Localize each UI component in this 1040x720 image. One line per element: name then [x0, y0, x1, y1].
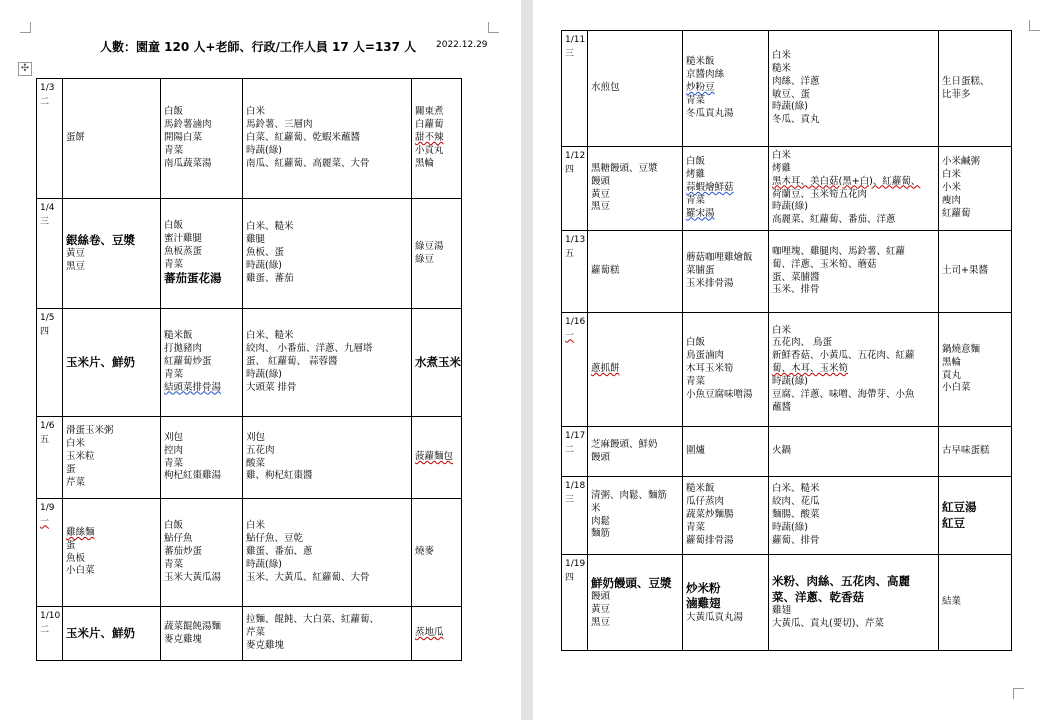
menu-item: 蛋、 紅蘿蔔、 蒜蓉醬 — [246, 356, 338, 368]
menu-cell-morning — [588, 427, 683, 477]
table-move-handle-icon[interactable]: ✣ — [18, 62, 32, 76]
menu-table-page-2 — [561, 30, 1012, 651]
menu-item: 蔥抓餅 — [591, 363, 620, 375]
menu-item: 黑豆 — [591, 201, 611, 213]
menu-item: 蔔、洋蔥、玉米筍、蘑菇 — [772, 258, 877, 270]
menu-item: 時蔬(綠) — [246, 144, 282, 156]
menu-item: 小白菜 — [66, 565, 95, 577]
menu-cell-morning — [588, 555, 683, 651]
menu-item: 瘦肉 — [942, 194, 962, 206]
menu-cell-day — [562, 147, 588, 231]
menu-item: 綠豆湯 — [415, 240, 444, 252]
menu-item: 鍋燒意麵 — [942, 343, 981, 355]
page-gap — [521, 0, 533, 720]
menu-day-row — [37, 417, 462, 499]
day-weekday: 一 — [40, 516, 50, 527]
menu-item: 麥克雞塊 — [164, 633, 203, 645]
menu-cell-snack — [939, 147, 1012, 231]
menu-cell-day — [562, 31, 588, 147]
menu-item: 糙米飯 — [686, 56, 715, 68]
menu-item: 菠蘿麵包 — [415, 451, 454, 463]
menu-item: 刈包 — [164, 431, 184, 443]
menu-item: 大黃瓜貢丸湯 — [686, 611, 744, 623]
menu-item: 雞蛋、蕃茄 — [246, 272, 294, 284]
menu-item: 饅頭 — [591, 175, 611, 187]
day-weekday: 一 — [565, 330, 575, 341]
menu-item: 糙米 — [772, 62, 792, 74]
menu-item: 鮎仔魚、豆乾 — [246, 533, 304, 545]
menu-item: 蔔、木耳、玉米筍 — [772, 363, 849, 375]
menu-item: 雞腿 — [246, 234, 266, 246]
day-weekday: 五 — [40, 434, 50, 445]
menu-cell-day — [37, 199, 63, 309]
menu-cell-morning — [588, 313, 683, 427]
menu-item: 大頭菜 排骨 — [246, 381, 297, 393]
menu-item: 燒麥 — [415, 546, 435, 558]
menu-day-row — [37, 607, 462, 661]
menu-item: 五花肉 — [246, 444, 275, 456]
menu-item: 清粥、肉鬆、麵筋 — [591, 489, 668, 501]
menu-cell-lunch — [683, 555, 769, 651]
menu-cell-day — [37, 309, 63, 417]
menu-cell-ingredients — [769, 313, 939, 427]
menu-cell-lunch — [161, 417, 243, 499]
menu-day-row — [37, 79, 462, 199]
menu-item: 玉米大黃瓜湯 — [164, 571, 222, 583]
menu-item: 麥克雞塊 — [246, 639, 285, 651]
menu-cell-morning — [63, 417, 161, 499]
menu-cell-snack — [939, 477, 1012, 555]
menu-item: 蛋餅 — [66, 132, 86, 144]
menu-item: 時蔬(綠) — [772, 521, 808, 533]
menu-item: 蘑菇咖哩雞燴飯 — [686, 252, 753, 264]
menu-day-row — [562, 231, 1012, 313]
menu-item: 白飯 — [164, 106, 184, 118]
menu-item: 控肉 — [164, 444, 184, 456]
menu-item: 玉米排骨湯 — [686, 277, 734, 289]
menu-item: 大黃瓜、貢丸(要切)、芹菜 — [772, 618, 884, 630]
menu-item: 生日蛋糕、 — [942, 75, 990, 87]
menu-cell-snack — [939, 31, 1012, 147]
menu-item: 白米 — [772, 150, 792, 162]
menu-item: 青菜 — [164, 144, 184, 156]
menu-item: 關東煮 — [415, 106, 444, 118]
menu-item: 白米、糙米 — [246, 330, 294, 342]
menu-item: 魚板 — [66, 552, 86, 564]
menu-item: 紅豆 — [942, 515, 965, 530]
day-weekday: 二 — [40, 96, 50, 107]
menu-item: 瓜仔蒸肉 — [686, 496, 725, 508]
menu-item: 拉麵、餛飩、大白菜、紅蘿蔔、 — [246, 614, 380, 626]
menu-cell-snack — [412, 79, 462, 199]
menu-item: 冬瓜貢丸湯 — [686, 107, 734, 119]
menu-item: 魚板、蛋 — [246, 247, 285, 259]
menu-cell-snack — [412, 499, 462, 607]
day-weekday: 二 — [565, 444, 575, 455]
menu-item: 白飯 — [164, 520, 184, 532]
menu-item: 雞、枸杞紅棗醬 — [246, 470, 313, 482]
menu-item: 冬瓜、貢丸 — [772, 114, 820, 126]
menu-cell-lunch — [161, 607, 243, 661]
menu-cell-morning — [588, 231, 683, 313]
menu-item: 木耳玉米筍 — [686, 363, 734, 375]
menu-cell-ingredients — [769, 231, 939, 313]
menu-cell-ingredients — [243, 417, 412, 499]
menu-item: 白菜、紅蘿蔔、乾蝦米蘸醬 — [246, 132, 361, 144]
menu-item: 豆腐、洋蔥、味噌、海帶芽、小魚 — [772, 388, 915, 400]
menu-item: 麵腸、酸菜 — [772, 509, 820, 521]
menu-item: 敏豆、蛋 — [772, 88, 811, 100]
menu-item: 白飯 — [164, 220, 184, 232]
menu-cell-day — [562, 313, 588, 427]
menu-cell-morning — [63, 607, 161, 661]
menu-item: 炒米粉 — [686, 580, 721, 595]
menu-item: 高麗菜、紅蘿蔔、番茄、洋蔥 — [772, 214, 896, 226]
day-date: 1/10 — [40, 611, 61, 621]
menu-item: 米粉、肉絲、五花肉、高麗 — [772, 574, 910, 589]
menu-cell-ingredients — [243, 607, 412, 661]
menu-item: 圍爐 — [686, 445, 706, 457]
day-date: 1/12 — [565, 151, 586, 161]
day-date: 1/16 — [565, 317, 586, 327]
menu-item: 玉米片、鮮奶 — [66, 625, 135, 640]
day-date: 1/13 — [565, 235, 586, 245]
menu-cell-ingredients — [769, 31, 939, 147]
menu-item: 火鍋 — [772, 445, 792, 457]
menu-cell-ingredients — [243, 79, 412, 199]
menu-item: 黑輪 — [942, 356, 962, 368]
menu-day-row — [562, 477, 1012, 555]
menu-item: 黑輪 — [415, 157, 435, 169]
menu-item: 菜脯蛋 — [686, 265, 715, 277]
menu-cell-snack — [939, 555, 1012, 651]
menu-cell-lunch — [683, 231, 769, 313]
menu-item: 烤雞 — [772, 162, 792, 174]
menu-cell-ingredients — [769, 427, 939, 477]
menu-item: 黃豆 — [591, 188, 611, 200]
menu-cell-lunch — [683, 477, 769, 555]
menu-item: 時蔬(綠) — [246, 368, 282, 380]
menu-cell-ingredients — [243, 499, 412, 607]
menu-item: 黑豆 — [66, 261, 86, 273]
day-date: 1/17 — [565, 431, 586, 441]
menu-cell-ingredients — [243, 309, 412, 417]
day-date: 1/18 — [565, 481, 586, 491]
menu-item: 蘿蔔排骨湯 — [686, 534, 734, 546]
menu-item: 麵筋 — [591, 528, 611, 540]
menu-item: 白米 — [942, 169, 962, 181]
menu-cell-day — [562, 231, 588, 313]
menu-day-row — [562, 31, 1012, 147]
menu-item: 開陽白菜 — [164, 132, 203, 144]
day-weekday: 四 — [565, 572, 575, 583]
menu-cell-lunch — [161, 79, 243, 199]
headcount-title: 人數：園童 120 人+老師、行政/工作人員 17 人=137 人 — [100, 40, 417, 54]
menu-item: 炒粉豆 — [686, 82, 715, 94]
menu-item: 水煮玉米 — [415, 354, 461, 369]
menu-item: 結業 — [942, 596, 962, 608]
menu-item: 酸菜 — [246, 457, 266, 469]
menu-item: 青菜 — [686, 375, 706, 387]
menu-cell-morning — [588, 31, 683, 147]
menu-item: 芹菜 — [66, 476, 86, 488]
day-date: 1/19 — [565, 559, 586, 569]
day-date: 1/6 — [40, 421, 55, 431]
menu-item: 白米、糙米 — [772, 483, 820, 495]
menu-item: 絞肉、花瓜 — [772, 496, 820, 508]
menu-item: 小魚豆腐味噌湯 — [686, 388, 753, 400]
menu-item: 蜜汁雞腿 — [164, 232, 203, 244]
menu-item: 羅宋湯 — [686, 207, 715, 219]
menu-item: 比菲多 — [942, 88, 971, 100]
menu-cell-ingredients — [243, 199, 412, 309]
menu-cell-day — [37, 417, 63, 499]
menu-cell-snack — [412, 309, 462, 417]
menu-item: 黑糖饅頭、豆漿 — [591, 162, 658, 174]
menu-item: 雞翅 — [772, 605, 792, 617]
menu-item: 青菜 — [686, 94, 706, 106]
menu-cell-day — [562, 427, 588, 477]
menu-item: 黃豆 — [591, 603, 611, 615]
menu-item: 綠豆 — [415, 253, 435, 265]
menu-cell-snack — [412, 417, 462, 499]
menu-item: 青菜 — [164, 258, 184, 270]
margin-marker-top-left — [20, 22, 31, 33]
day-date: 1/3 — [40, 83, 55, 93]
menu-cell-ingredients — [769, 555, 939, 651]
menu-item: 蘿蔔糕 — [591, 265, 620, 277]
menu-cell-day — [37, 79, 63, 199]
menu-item: 馬鈴薯、三層肉 — [246, 119, 313, 131]
menu-item: 咖哩塊、雞腿肉、馬鈴薯、紅蘿 — [772, 245, 906, 257]
menu-cell-snack — [412, 199, 462, 309]
menu-item: 黑木耳、美白菇(黑+白)、紅蘿蔔、 — [772, 175, 921, 187]
menu-item: 青菜 — [164, 457, 184, 469]
menu-item: 玉米片、鮮奶 — [66, 354, 135, 369]
menu-item: 蘸醬 — [772, 401, 792, 413]
menu-item: 馬鈴薯滷肉 — [164, 119, 212, 131]
day-weekday: 三 — [40, 216, 50, 227]
menu-item: 小貢丸 — [415, 144, 444, 156]
menu-item: 時蔬(綠) — [246, 558, 282, 570]
menu-item: 京醬肉絲 — [686, 69, 725, 81]
day-date: 1/11 — [565, 35, 586, 45]
menu-item: 玉米粒 — [66, 451, 95, 463]
menu-day-row — [37, 499, 462, 607]
menu-cell-morning — [63, 199, 161, 309]
menu-item: 肉絲、洋蔥 — [772, 75, 820, 87]
menu-item: 芹菜 — [246, 627, 266, 639]
menu-item: 五花肉、 鳥蛋 — [772, 337, 833, 349]
menu-item: 小米鹹粥 — [942, 156, 981, 168]
menu-item: 紅豆湯 — [942, 499, 977, 514]
menu-item: 米 — [591, 502, 601, 514]
menu-item: 鳥蛋滷肉 — [686, 350, 725, 362]
menu-item: 蛋、菜脯醬 — [772, 271, 820, 283]
menu-cell-lunch — [683, 31, 769, 147]
menu-cell-morning — [63, 79, 161, 199]
menu-item: 白蘿蔔 — [415, 119, 444, 131]
menu-cell-lunch — [683, 427, 769, 477]
menu-cell-ingredients — [769, 477, 939, 555]
day-date: 1/9 — [40, 503, 55, 513]
menu-item: 白米 — [772, 324, 792, 336]
menu-item: 刈包 — [246, 431, 266, 443]
menu-item: 南瓜蔬菜湯 — [164, 157, 212, 169]
menu-item: 蘿蔔、排骨 — [772, 534, 820, 546]
menu-item: 時蔬(綠) — [772, 101, 808, 113]
menu-item: 雞絲麵 — [66, 526, 95, 538]
menu-item: 南瓜、紅蘿蔔、高麗菜、大骨 — [246, 157, 370, 169]
menu-item: 雞蛋、番茄、蔥 — [246, 546, 313, 558]
menu-item: 紅蘿蔔 — [942, 207, 971, 219]
menu-item: 貢丸 — [942, 369, 962, 381]
day-weekday: 五 — [565, 248, 575, 259]
menu-item: 白米 — [772, 50, 792, 62]
menu-item: 滑蛋玉米粥 — [66, 425, 114, 437]
menu-item: 魚板蒸蛋 — [164, 245, 203, 257]
menu-cell-lunch — [161, 199, 243, 309]
menu-item: 青菜 — [686, 194, 706, 206]
menu-cell-morning — [63, 499, 161, 607]
menu-item: 鮎仔魚 — [164, 533, 193, 545]
menu-item: 小白菜 — [942, 382, 971, 394]
document-page-2 — [533, 0, 1040, 720]
menu-item: 白米、糙米 — [246, 221, 294, 233]
menu-cell-lunch — [161, 499, 243, 607]
menu-cell-morning — [588, 477, 683, 555]
menu-item: 銀絲卷、豆漿 — [66, 232, 135, 247]
day-weekday: 二 — [40, 624, 50, 635]
menu-item: 蔬菜餛飩湯麵 — [164, 620, 222, 632]
menu-item: 芝麻饅頭、鮮奶 — [591, 438, 658, 450]
menu-cell-lunch — [683, 313, 769, 427]
menu-item: 蛋 — [66, 463, 76, 475]
menu-item: 肉鬆 — [591, 515, 611, 527]
menu-item: 烤雞 — [686, 169, 706, 181]
day-weekday: 四 — [40, 326, 50, 337]
document-date: 2022.12.29 — [436, 40, 488, 50]
menu-cell-morning — [588, 147, 683, 231]
menu-item: 蕃茄炒蛋 — [164, 546, 203, 558]
menu-cell-snack — [939, 231, 1012, 313]
menu-item: 絞肉、 小番茄、洋蔥、九層塔 — [246, 343, 373, 355]
menu-item: 打拋豬肉 — [164, 343, 203, 355]
menu-item: 白米 — [246, 520, 266, 532]
menu-item: 黃豆 — [66, 248, 86, 260]
menu-day-row — [562, 313, 1012, 427]
menu-cell-snack — [939, 313, 1012, 427]
menu-day-row — [562, 147, 1012, 231]
menu-item: 青菜 — [164, 558, 184, 570]
menu-item: 青菜 — [164, 368, 184, 380]
menu-item: 時蔬(綠) — [772, 375, 808, 387]
menu-cell-lunch — [161, 309, 243, 417]
menu-cell-day — [562, 477, 588, 555]
menu-day-row — [37, 309, 462, 417]
menu-item: 青菜 — [686, 521, 706, 533]
menu-item: 白米 — [246, 106, 266, 118]
menu-item: 白米 — [66, 438, 86, 450]
menu-cell-snack — [939, 427, 1012, 477]
menu-item: 紅蘿蔔炒蛋 — [164, 356, 212, 368]
menu-item: 荷蘭豆、玉米筍五花肉 — [772, 188, 868, 200]
menu-item: 枸杞紅棗雞湯 — [164, 470, 222, 482]
menu-day-row — [562, 427, 1012, 477]
menu-item: 蛋 — [66, 539, 76, 551]
menu-item: 滷雞翅 — [686, 596, 721, 611]
menu-item: 蒸地瓜 — [415, 627, 444, 639]
menu-item: 饅頭 — [591, 451, 611, 463]
menu-cell-day — [37, 607, 63, 661]
menu-item: 小米 — [942, 182, 962, 194]
menu-item: 結頭菜排骨湯 — [164, 381, 222, 393]
menu-item: 時蔬(綠) — [246, 259, 282, 271]
day-weekday: 三 — [565, 494, 575, 505]
menu-item: 菜、洋蔥、乾香菇 — [772, 589, 864, 604]
day-weekday: 三 — [565, 48, 575, 59]
menu-day-row — [562, 555, 1012, 651]
day-date: 1/4 — [40, 203, 55, 213]
menu-item: 新鮮香菇、小黃瓜、五花肉、紅蘿 — [772, 350, 915, 362]
menu-cell-snack — [412, 607, 462, 661]
menu-item: 黑豆 — [591, 616, 611, 628]
margin-marker-top-right — [1029, 20, 1040, 31]
menu-cell-lunch — [683, 147, 769, 231]
menu-item: 白飯 — [686, 156, 706, 168]
menu-item: 玉米、大黃瓜、紅蘿蔔、大骨 — [246, 571, 370, 583]
menu-table-page-1 — [36, 78, 462, 661]
menu-item: 糙米飯 — [164, 330, 193, 342]
margin-marker-bottom-right — [1013, 688, 1024, 699]
menu-item: 土司+果醬 — [942, 265, 988, 277]
menu-item: 蕃茄蛋花湯 — [164, 271, 222, 286]
menu-cell-ingredients — [769, 147, 939, 231]
menu-item: 古早味蛋糕 — [942, 445, 990, 457]
menu-item: 玉米、排骨 — [772, 284, 820, 296]
menu-item: 水煎包 — [591, 82, 620, 94]
menu-cell-day — [37, 499, 63, 607]
menu-item: 糙米飯 — [686, 483, 715, 495]
menu-item: 時蔬(綠) — [772, 201, 808, 213]
menu-item: 蒜蝦燴鮮菇 — [686, 182, 734, 194]
menu-item: 甜不辣 — [415, 132, 444, 144]
day-weekday: 四 — [565, 164, 575, 175]
menu-item: 鮮奶饅頭、豆漿 — [591, 575, 672, 590]
margin-marker-top-right — [488, 22, 499, 33]
menu-cell-day — [562, 555, 588, 651]
menu-cell-morning — [63, 309, 161, 417]
day-date: 1/5 — [40, 313, 55, 323]
menu-day-row — [37, 199, 462, 309]
menu-item: 蔬菜炒麵腸 — [686, 509, 734, 521]
menu-item: 饅頭 — [591, 591, 611, 603]
menu-item: 白飯 — [686, 337, 706, 349]
